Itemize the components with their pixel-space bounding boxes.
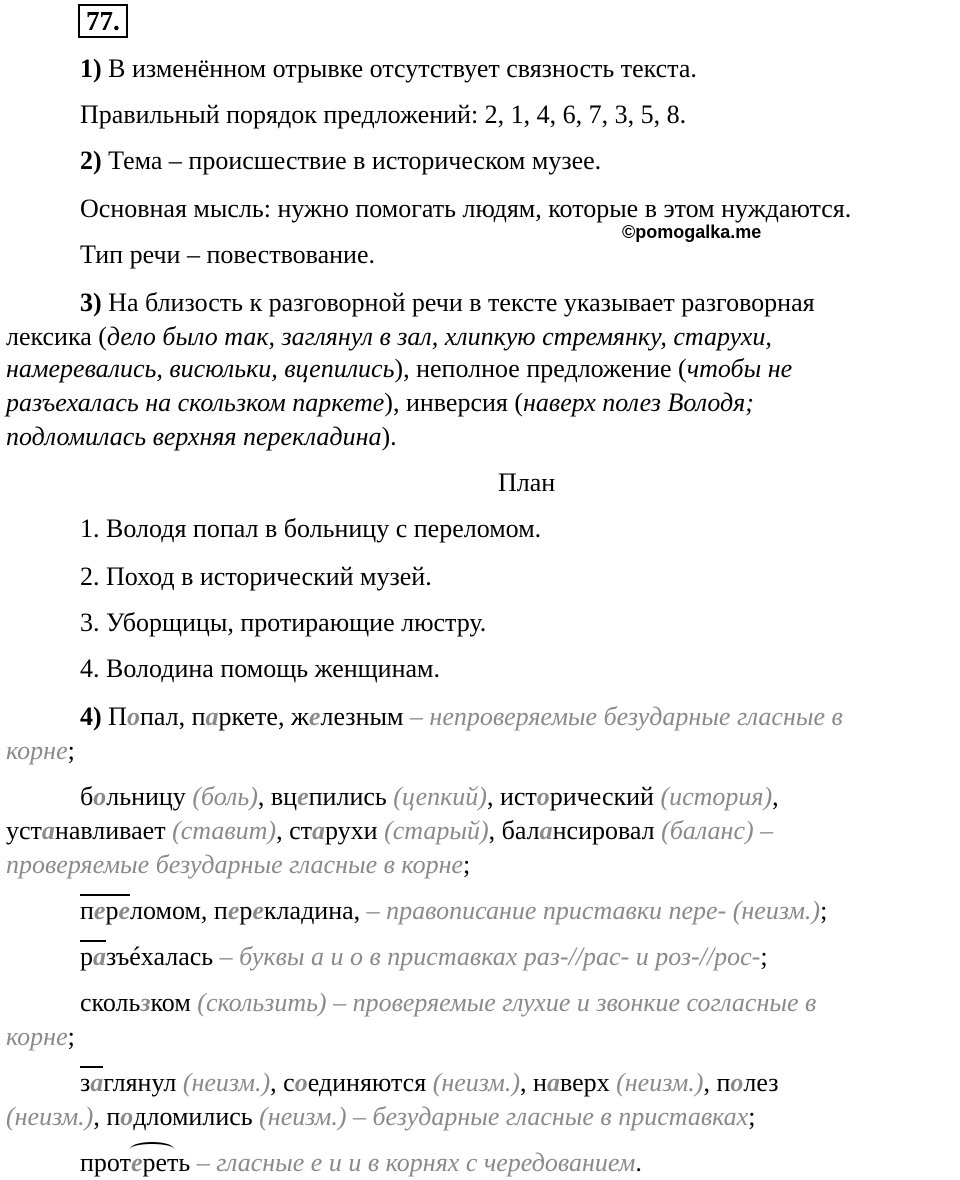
paragraph-3-line-2: лексика (дело было так, заглянул в зал, хлипкую стремянку, старухи, (6, 322, 772, 351)
sentence-order: Правильный порядок предложений: 2, 1, 4, 6, 7, 3, 5, 8. (80, 100, 687, 129)
paragraph-1: 1) В изменённом отрывке отсутствует связность текста. (80, 54, 697, 83)
paragraph-4-line-2b: устанавливает (ставит), старухи (старый), балансировал (баланс) – (6, 816, 774, 845)
plan-item: 2. Поход в исторический музей. (80, 562, 432, 591)
paragraph-4-line-1b: корне; (6, 736, 75, 765)
plan-title: План (498, 468, 556, 497)
paragraph-4-line-1: 4) Попал, паркете, железным – непроверяемые безударные гласные в (80, 702, 843, 731)
paragraph-4-line-5b: корне; (6, 1022, 75, 1051)
paragraph-3-line-5: подломилась верхняя перекладина). (6, 422, 397, 451)
paragraph-3-line-4: разъехалась на скользком паркете), инверсия (наверх полез Володя; (6, 388, 754, 417)
plan-item: 3. Уборщицы, протирающие люстру. (80, 608, 487, 637)
paragraph-4-line-5: скользком (скользить) – проверяемые глухие и звонкие согласные в (80, 988, 817, 1017)
plan-item: 4. Володина помощь женщинам. (80, 654, 440, 683)
paragraph-3-line-1: 3) На близость к разговорной речи в тексте указывает разговорная (80, 288, 815, 317)
paragraph-4-line-3: переломом, перекладина, – правописание приставки пере- (неизм.); (80, 896, 828, 925)
paragraph-2: 2) Тема – происшествие в историческом музее. (80, 146, 602, 175)
paragraph-4-line-7: протереть – гласные е и и в корнях с чередованием. (80, 1148, 642, 1177)
paragraph-4-line-2: больницу (боль), вцепились (цепкий), исторический (история), (80, 782, 779, 811)
paragraph-4-line-2c: проверяемые безударные гласные в корне; (6, 850, 471, 879)
paragraph-4-line-6b: (неизм.), подломились (неизм.) – безударные гласные в приставках; (6, 1102, 756, 1131)
paragraph-4-line-6: заглянул (неизм.), соединяются (неизм.), наверх (неизм.), полез (80, 1068, 779, 1097)
main-idea: Основная мысль: нужно помогать людям, которые в этом нуждаются. (80, 194, 852, 223)
speech-type: Тип речи – повествование. (80, 240, 376, 269)
plan-item: 1. Володя попал в больницу с переломом. (80, 514, 542, 543)
paragraph-4-line-4: разъéхалась – буквы а и о в приставках раз-//рас- и роз-//рос-; (80, 942, 768, 971)
watermark: ©pomogalka.me (622, 222, 762, 242)
paragraph-3-line-3: намеревались, висюльки, вцепились), неполное предложение (чтобы не (6, 354, 793, 383)
task-number: 77. (78, 4, 128, 38)
